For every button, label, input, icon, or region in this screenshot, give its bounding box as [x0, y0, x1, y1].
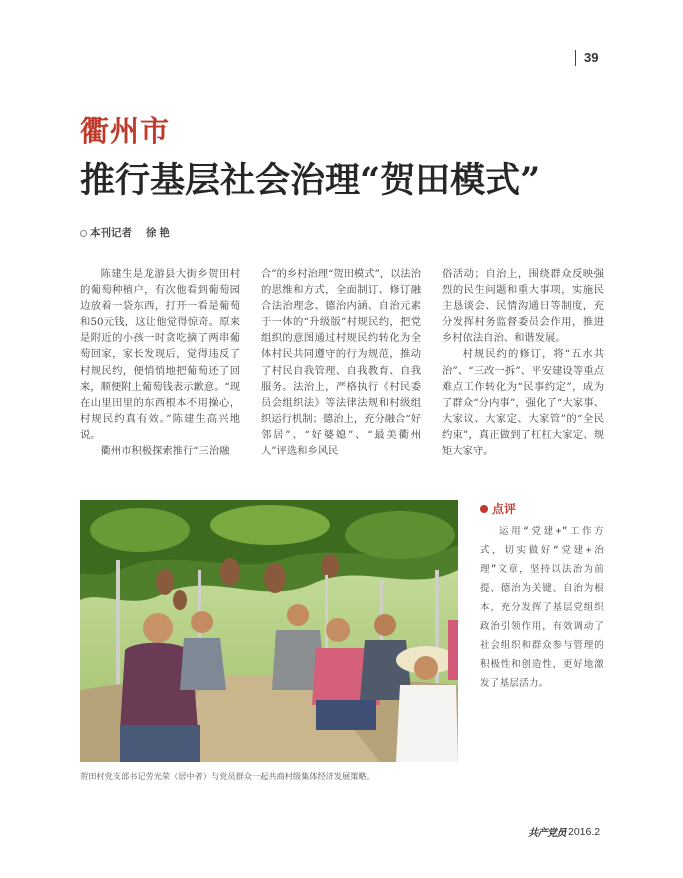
bullet-dot-icon: [480, 505, 488, 513]
paragraph: 衢州市积极探索推行“三治融: [100, 445, 230, 458]
body-column-2: [261, 266, 421, 459]
byline-role: 本刊记者: [90, 227, 132, 239]
paragraph: 合”的乡村治理“贺田模式”，以法治的思维和方式，全面制订、修订融合法治理念、德治内涵、自治元素于一体的“升级版”村规民约，把党组织的意图通过村规民约转化为全体村民共同遵守的行为规范，推动了村民自我管理、自我教育、自我服务。法治上，严格执行《村民委员会组织法》等法律法规和村级组织运行机制；德治上，充分融合“好邻居”、“好婆媳”、“最美衢州人”评选和乡风民: [261, 268, 421, 458]
article-headline: 推行基层社会治理“贺田模式”: [80, 160, 541, 201]
body-column-1: [80, 266, 240, 459]
comment-text: 运用“党建+”工作方式，切实做好“党建+治理”文章，坚持以法治为前提、德治为关键、自治为根本，充分发挥了基层党组织政治引领作用，有效调动了社会组织和群众参与管理的积极性和创造性，更好地激发了基层活力。: [480, 526, 604, 689]
body-column-3: [442, 266, 604, 459]
byline-author: 徐 艳: [146, 227, 170, 239]
byline: [80, 226, 170, 240]
kicker-title: 衢州市: [80, 114, 171, 148]
paragraph: 陈建生是龙游县大街乡贺田村的葡萄种植户，有次他看到葡萄园边放着一袋东西，打开一看是葡萄和50元钱，这让他觉得惊奇。原来是附近的小孩一时贪吃摘了两串葡萄回家，家长发现后，觉得违反了村规民约，便悄悄地把葡萄还了回来，顺便附上葡萄钱表示歉意。“现在山里田里的东西根本不用操心，村规民约真有效。”陈建生高兴地说。: [80, 268, 240, 441]
page-footer: [528, 824, 600, 839]
paragraph: 村规民约的修订，将“五水共治”、“三改一拆”、平安建设等重点难点工作转化为“民事约定”，成为了群众“分内事”，强化了“大家事、大家议、大家定、大家管”的“全民约束”，真正做到了杠杠大家定、规矩大家守。: [442, 348, 604, 458]
byline-circle-icon: [80, 230, 87, 237]
magazine-logo: 共产党员: [528, 828, 566, 839]
issue-number: 2016.2: [568, 825, 601, 838]
paragraph: 俗活动；自治上，围绕群众反映强烈的民生问题和重大事项，实施民主恳谈会、民情沟通日等制度，充分发挥村务监督委员会作用，推进乡村依法自治、和谐发展。: [442, 268, 604, 345]
comment-heading: [480, 501, 516, 517]
comment-heading-text: 点评: [492, 502, 517, 516]
photo-caption: 贺田村党支部书记劳光荣（居中者）与党员群众一起共商村级集体经济发展策略。: [80, 772, 375, 781]
comment-box: [480, 522, 604, 693]
vineyard-photo: [80, 500, 458, 762]
page-number: 39: [575, 50, 598, 66]
